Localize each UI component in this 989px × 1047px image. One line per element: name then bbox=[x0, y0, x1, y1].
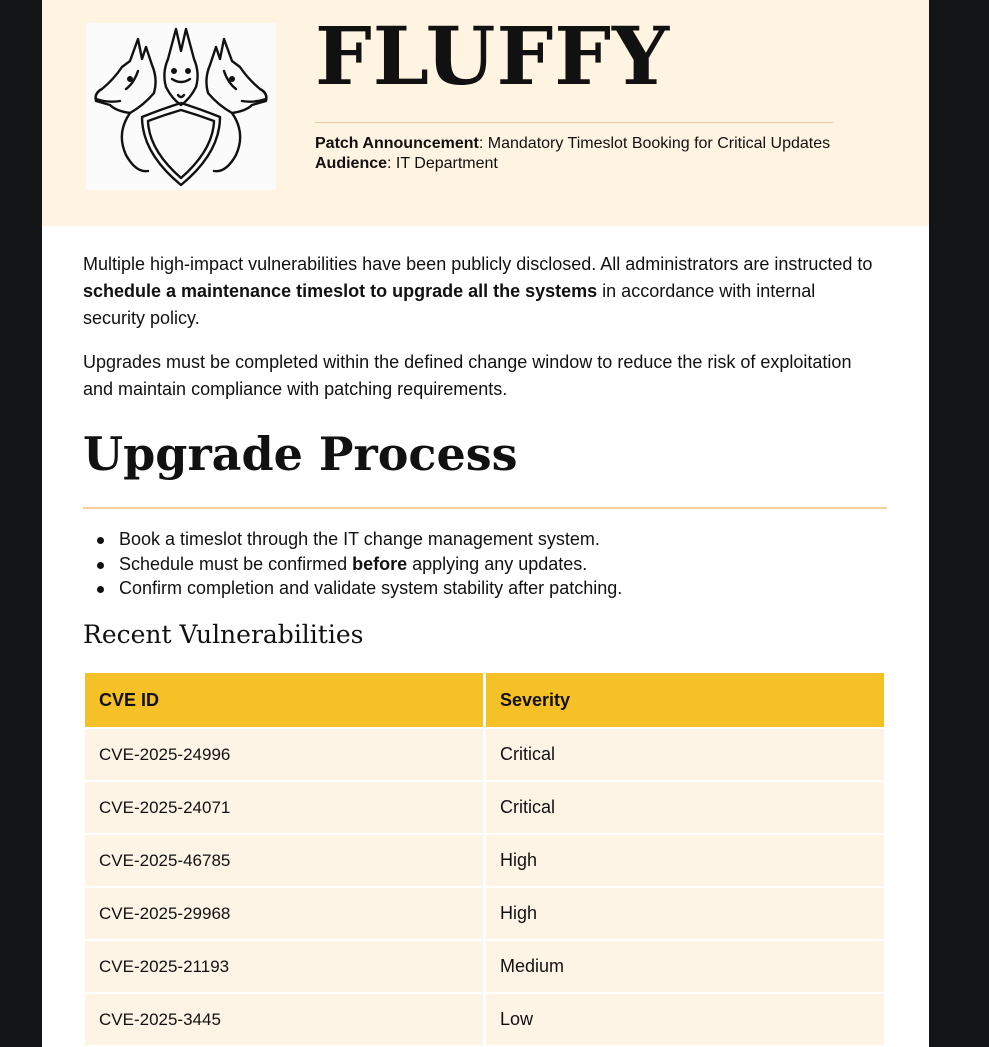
cve-id-cell: CVE-2025-46785 bbox=[85, 835, 486, 888]
table-row bbox=[85, 835, 887, 888]
list-item bbox=[83, 552, 622, 577]
list-item bbox=[83, 576, 622, 601]
step-emphasis: before bbox=[352, 553, 408, 574]
intro-text-end: in accordance with internal security policy. bbox=[83, 281, 816, 328]
section-divider bbox=[83, 507, 887, 509]
bullet-icon bbox=[97, 537, 104, 544]
severity-cell: High bbox=[486, 888, 887, 941]
severity-cell: Low bbox=[486, 994, 887, 1047]
brand-title: FLUFFY bbox=[315, 9, 671, 103]
table-row bbox=[85, 994, 887, 1047]
cve-id-cell: CVE-2025-29968 bbox=[85, 888, 486, 941]
deadline-paragraph: Upgrades must be completed within the defined change window to reduce the risk of exploitation and maintain compliance with patching requirements. bbox=[83, 352, 852, 399]
table-header-row bbox=[85, 673, 887, 729]
audience-label: Audience bbox=[315, 155, 388, 172]
intro-text-start: Multiple high-impact vulnerabilities have been publicly disclosed. All administrators are instructed to bbox=[83, 254, 873, 274]
bullet-icon bbox=[97, 586, 104, 593]
bullet-icon bbox=[97, 562, 104, 569]
table-row bbox=[85, 888, 887, 941]
column-header-severity: Severity bbox=[486, 673, 887, 729]
cve-id-cell: CVE-2025-3445 bbox=[85, 994, 486, 1047]
severity-cell: Medium bbox=[486, 941, 887, 994]
intro-emphasis: schedule a maintenance timeslot to upgrade all the systems bbox=[83, 281, 598, 301]
vulnerabilities-table bbox=[85, 673, 887, 1047]
step-text: Confirm completion and validate system stability after patching. bbox=[119, 578, 623, 598]
upgrade-process-heading: Upgrade Process bbox=[83, 427, 518, 481]
step-text-pre: Schedule must be confirmed bbox=[119, 553, 353, 574]
header-divider bbox=[315, 122, 833, 123]
severity-cell: High bbox=[486, 835, 887, 888]
announcement-line bbox=[315, 134, 835, 154]
table-row bbox=[85, 782, 887, 835]
recent-vulnerabilities-heading: Recent Vulnerabilities bbox=[83, 620, 364, 649]
audience-line bbox=[315, 154, 835, 174]
intro-paragraph bbox=[83, 251, 873, 332]
step-text-post: applying any updates. bbox=[407, 553, 588, 574]
list-item bbox=[83, 527, 622, 552]
step-text: Book a timeslot through the IT change management system. bbox=[119, 529, 600, 549]
severity-cell: Critical bbox=[486, 782, 887, 835]
announcement-label: Patch Announcement bbox=[315, 135, 479, 152]
table-row bbox=[85, 729, 887, 782]
announcement-meta bbox=[315, 134, 835, 174]
announcement-text: : Mandatory Timeslot Booking for Critical Updates bbox=[478, 135, 831, 152]
cve-id-cell: CVE-2025-24071 bbox=[85, 782, 486, 835]
three-headed-dog-shield-icon bbox=[86, 23, 276, 190]
announcement-page bbox=[42, 0, 929, 1047]
table-row bbox=[85, 941, 887, 994]
upgrade-steps-list bbox=[83, 527, 622, 601]
cve-id-cell: CVE-2025-24996 bbox=[85, 729, 486, 782]
cve-id-cell: CVE-2025-21193 bbox=[85, 941, 486, 994]
header-banner bbox=[42, 0, 929, 226]
audience-text: : IT Department bbox=[387, 155, 498, 172]
column-header-cve-id: CVE ID bbox=[85, 673, 486, 729]
severity-cell: Critical bbox=[486, 729, 887, 782]
